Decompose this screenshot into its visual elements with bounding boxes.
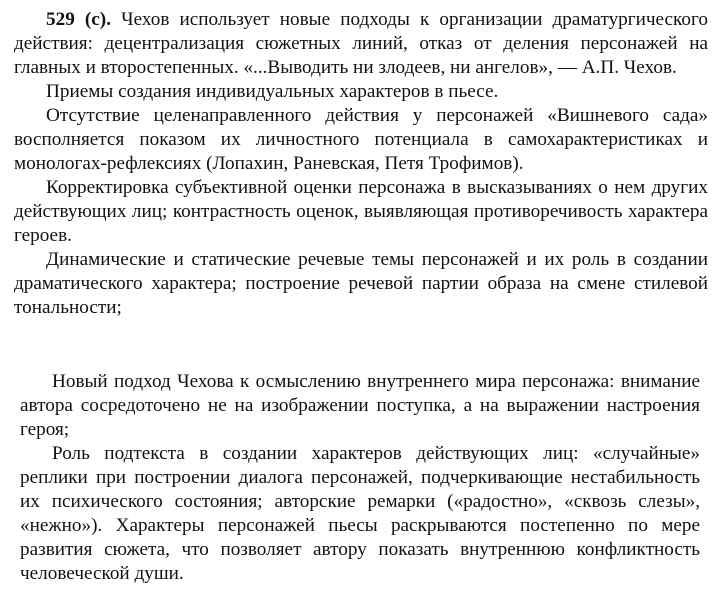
paragraph: Приемы создания индивидуальных характеров в пьесе.: [46, 81, 499, 102]
paragraph: Роль подтекста в создании характеров действующих лиц: «случайные» реплики при построении диалога персонажей, подчеркивающие нестабильность их психического состояния; авторские ремарки («радостно», «сквозь слезы», «нежно»). Характеры персонажей пьесы раскрываются постепенно по мере развития сюжета, что позволяет автору показать внутреннюю конфликтность человеческой души.: [20, 443, 700, 584]
paragraph: Отсутствие целенаправленного действия у персонажей «Вишневого сада» восполняется показом их личностного потенциала в самохарактеристиках и монологах-рефлексиях (Лопахин, Раневская, Петя Трофимов).: [14, 105, 708, 174]
paragraph: Динамические и статические речевые темы персонажей и их роль в создании драматического характера; построение речевой партии образа на смене стилевой тональности;: [14, 249, 708, 318]
answer-block-2: [20, 370, 700, 586]
exercise-intro-text: Чехов использует новые подходы к организации драматургического действия: децентрализация сюжетных линий, отказ от деления персонажей на главных и второстепенных. «...Выводить ни злодеев, ни ангелов», — А.П. Чехов.: [14, 9, 708, 78]
exercise-intro-paragraph: [14, 8, 708, 80]
exercise-number: 529 (с).: [46, 9, 111, 30]
paragraph: Корректировка субъективной оценки персонажа в высказываниях о нем других действующих лиц; контрастность оценок, выявляющая противоречивость характера героев.: [14, 177, 708, 246]
answer-block-1: [14, 8, 708, 320]
paragraph: Новый подход Чехова к осмыслению внутреннего мира персонажа: внимание автора сосредоточено не на изображении поступка, а на выражении настроения героя;: [20, 371, 700, 440]
